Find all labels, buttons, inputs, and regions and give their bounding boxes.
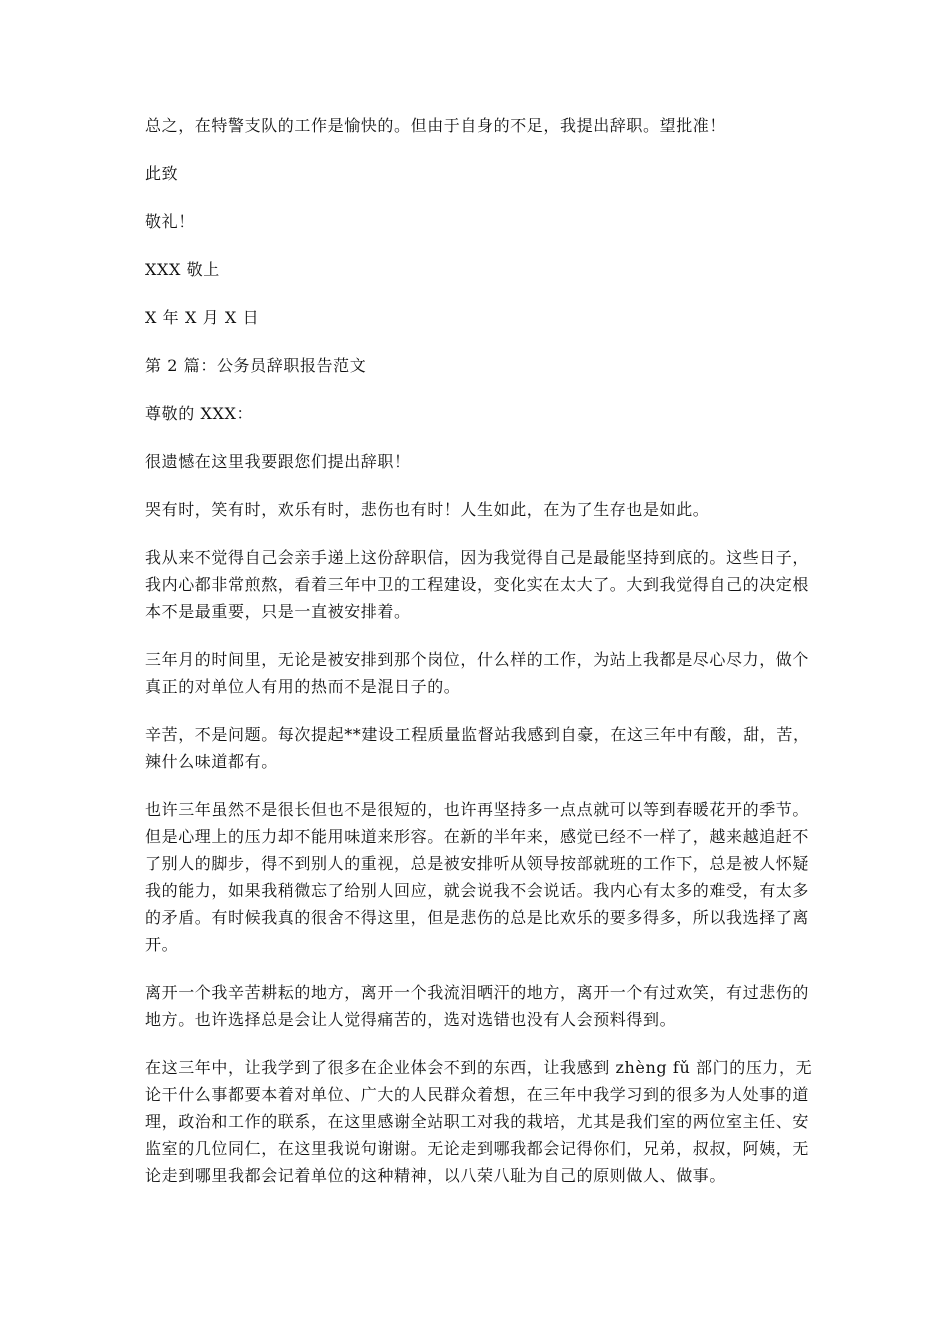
salutation-line: 此致	[145, 164, 179, 183]
date-line: X 年 X 月 X 日	[145, 308, 260, 327]
body-paragraph: 很遗憾在这里我要跟您们提出辞职！	[145, 452, 411, 471]
body-paragraph: 我从来不觉得自己会亲手递上这份辞职信，因为我觉得自己是最能坚持到底的。这些日子，我内心都非常煎熬，看着三年中卫的工程建设，变化实在太大了。大到我觉得自己的决定根本不是最重要，只是一直被安排着。	[145, 548, 810, 621]
signature-line: XXX 敬上	[145, 260, 220, 279]
section-title: 第 2 篇：公务员辞职报告范文	[145, 356, 367, 375]
regards-line: 敬礼！	[145, 212, 195, 231]
closing-paragraph: 总之，在特警支队的工作是愉快的。但由于自身的不足，我提出辞职。望批准！	[145, 116, 727, 135]
greeting-line: 尊敬的 XXX：	[145, 404, 254, 423]
body-paragraph: 哭有时，笑有时，欢乐有时，悲伤也有时！人生如此，在为了生存也是如此。	[145, 500, 710, 519]
body-paragraph: 辛苦，不是问题。每次提起**建设工程质量监督站我感到自豪，在这三年中有酸，甜，苦，辣什么味道都有。	[145, 725, 810, 771]
body-paragraph: 离开一个我辛苦耕耘的地方，离开一个我流泪晒汗的地方，离开一个有过欢笑，有过悲伤的地方。也许选择总是会让人觉得痛苦的，选对选错也没有人会预料得到。	[145, 983, 810, 1029]
document-body	[145, 112, 815, 1210]
body-paragraph: 也许三年虽然不是很长但也不是很短的，也许再坚持多一点点就可以等到春暖花开的季节。但是心理上的压力却不能用味道来形容。在新的半年来，感觉已经不一样了，越来越追赶不了别人的脚步，得不到别人的重视，总是被安排听从领导按部就班的工作下，总是被人怀疑我的能力，如果我稍微忘了给别人回应，就会说我不会说话。我内心有太多的难受，有太多的矛盾。有时候我真的很舍不得这里，但是悲伤的总是比欢乐的要多得多，所以我选择了离开。	[145, 800, 810, 954]
body-paragraph: 三年月的时间里，无论是被安排到那个岗位，什么样的工作，为站上我都是尽心尽力，做个真正的对单位人有用的热而不是混日子的。	[145, 650, 810, 696]
body-paragraph: 在这三年中，让我学到了很多在企业体会不到的东西，让我感到 zhèng fǔ 部门的压力，无论干什么事都要本着对单位、广大的人民群众着想，在三年中我学习到的很多为人处事的道理，政治和工作的联系，在这里感谢全站职工对我的栽培，尤其是我们室的两位室主任、安监室的几位同仁，在这里我说句谢谢。无论走到哪我都会记得你们，兄弟，叔叔，阿姨，无论走到哪里我都会记着单位的这种精神，以八荣八耻为自己的原则做人、做事。	[145, 1058, 813, 1185]
